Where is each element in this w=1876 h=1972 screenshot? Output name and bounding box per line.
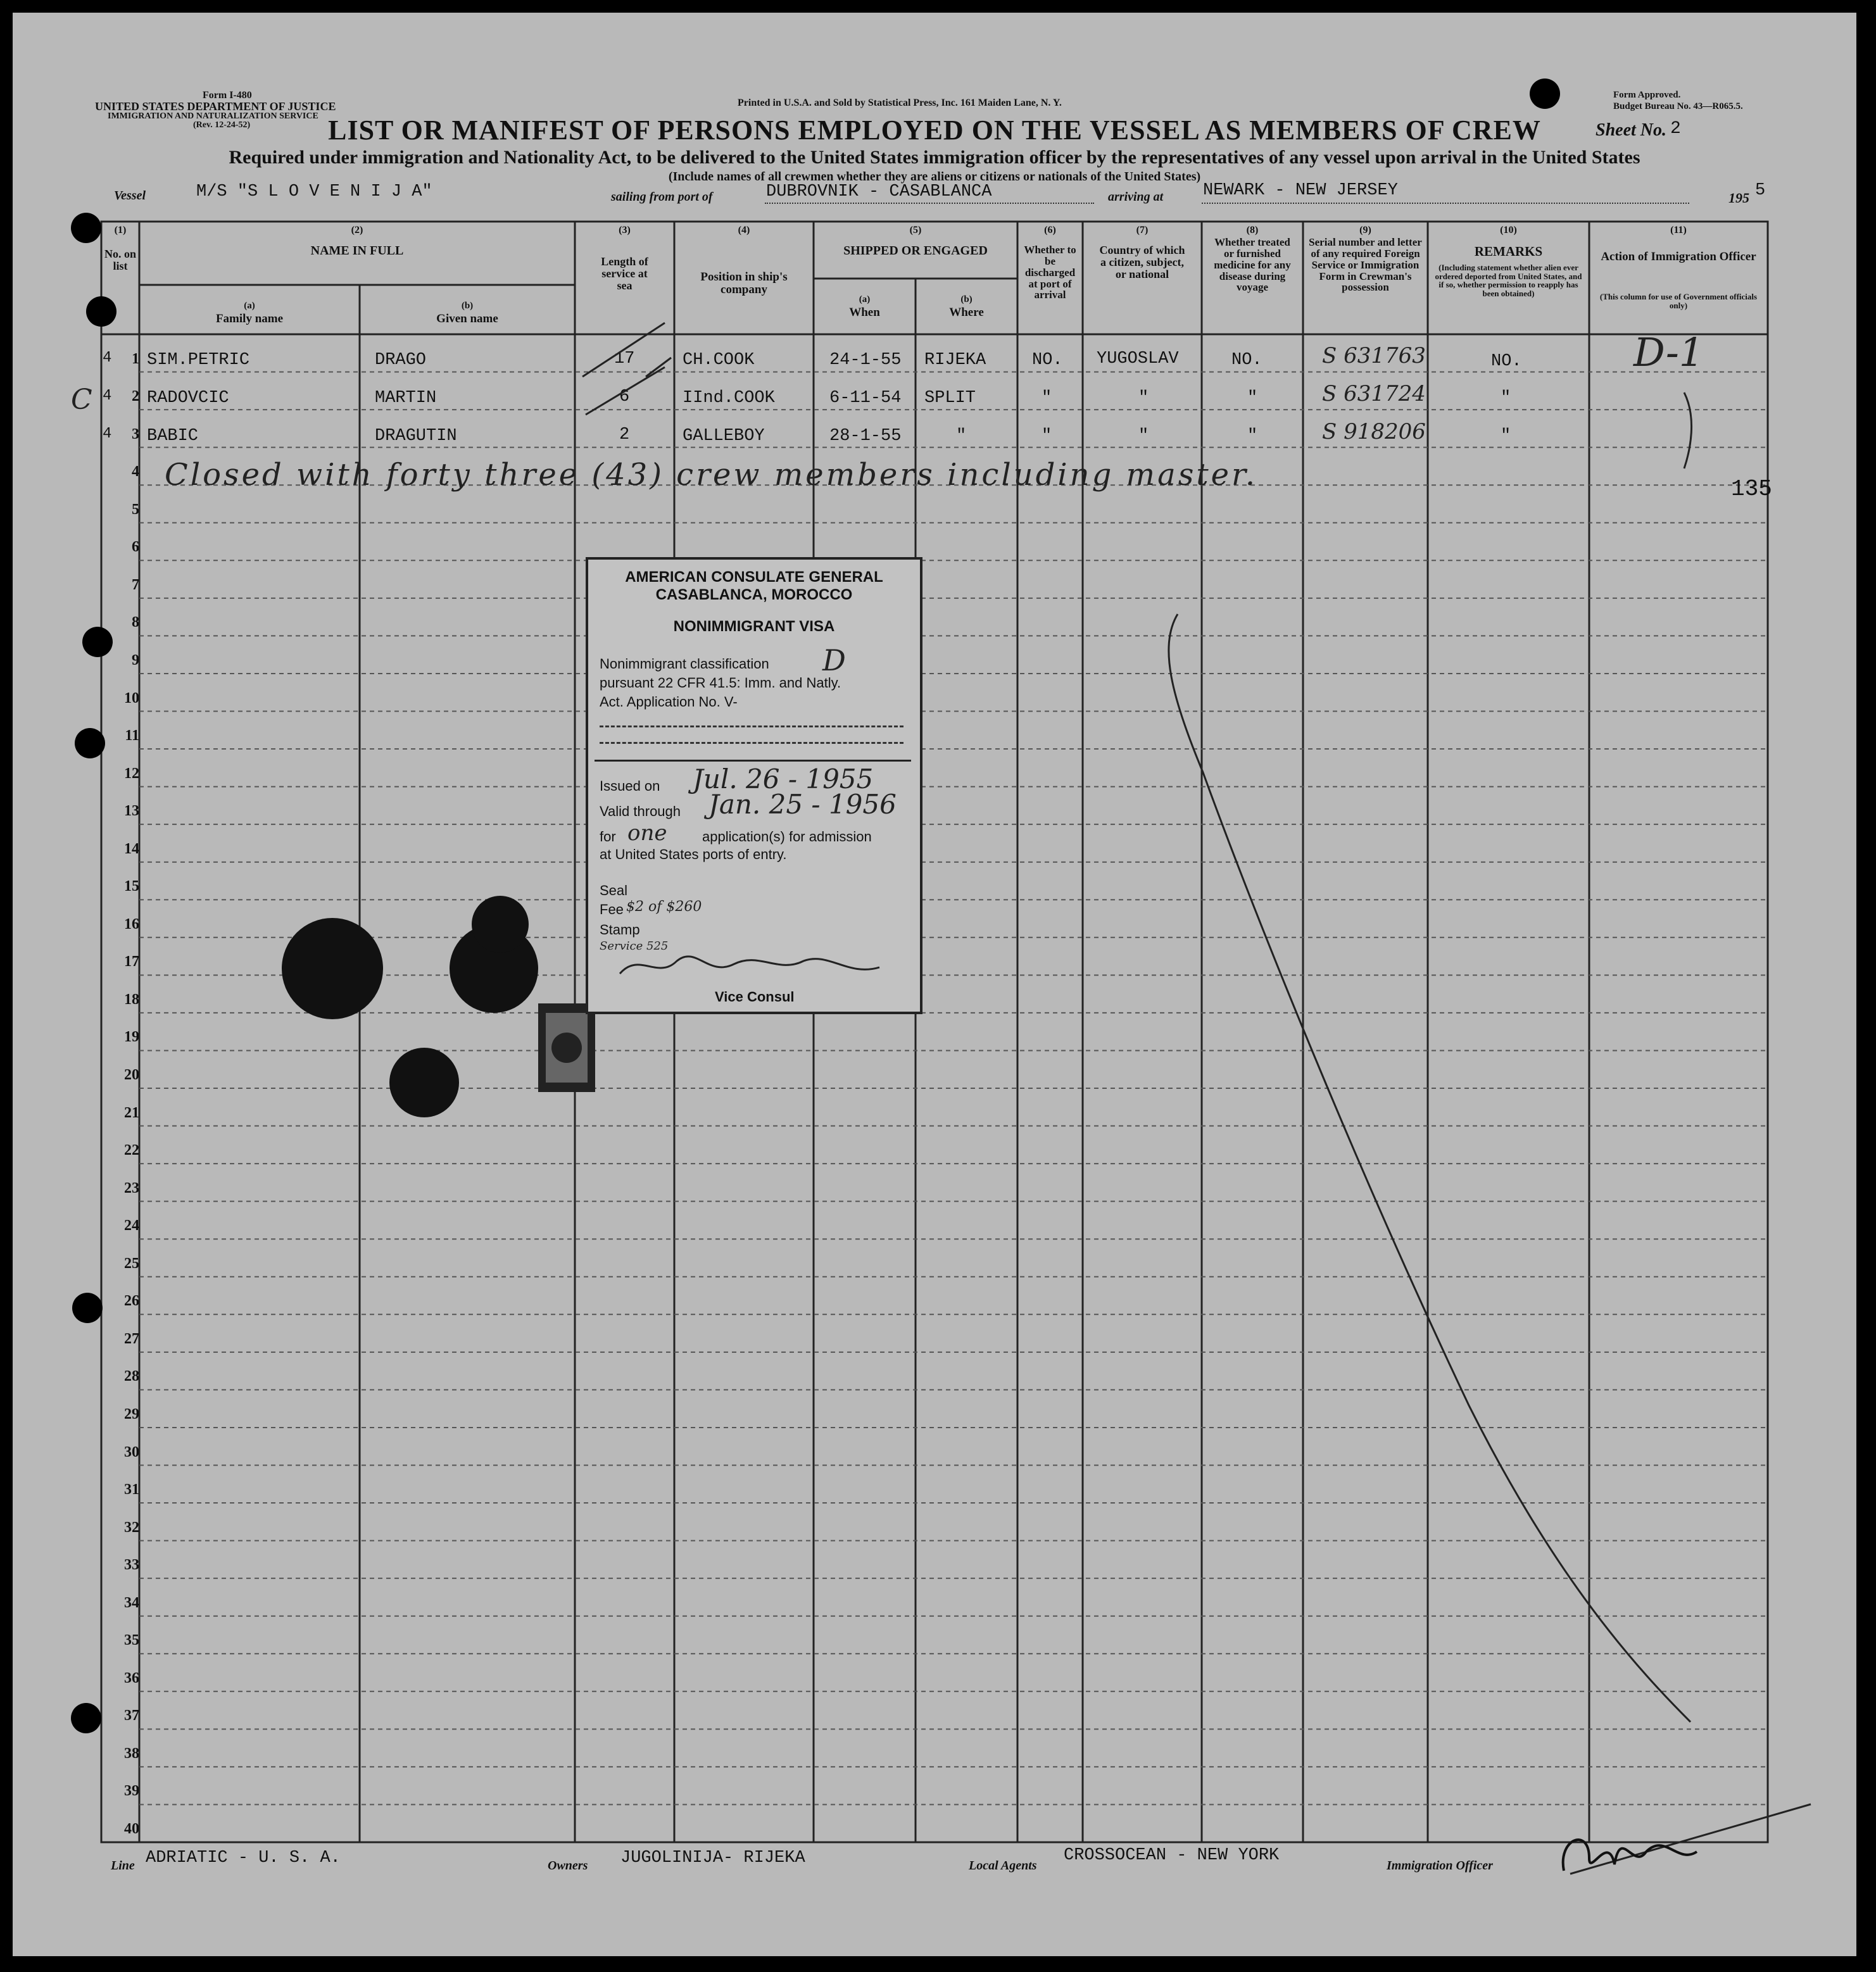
- discharged: NO.: [1032, 351, 1063, 370]
- col2a-letter: (a): [244, 301, 255, 311]
- col7-header: Country of which a citizen, subject, or national: [1099, 244, 1185, 280]
- discharged: ": [1042, 389, 1052, 408]
- stamp-fee-label: Fee: [600, 901, 624, 917]
- officer-signature: [1551, 1814, 1792, 1883]
- engaged-where: ": [956, 427, 967, 446]
- ship-position: GALLEBOY: [683, 427, 765, 446]
- stamp-seal: Seal: [600, 882, 628, 898]
- punch-hole: [71, 213, 101, 243]
- stamp-pursuant: pursuant 22 CFR 41.5: Imm. and Natly.: [600, 675, 841, 691]
- col8-header: Whether treated or furnished medicine for any disease during voyage: [1214, 236, 1291, 294]
- form-number: Form I-480: [203, 90, 252, 101]
- treated: NO.: [1231, 351, 1262, 370]
- row-number: 24: [124, 1217, 139, 1234]
- stamp-valid-label: Valid through: [600, 803, 681, 819]
- serial-number: S 631724: [1322, 381, 1426, 406]
- row-number: 10: [124, 689, 139, 707]
- engaged-when: 6-11-54: [829, 389, 902, 408]
- stamp-stamp-label: Stamp: [600, 922, 640, 938]
- revision-date: (Rev. 12-24-52): [193, 120, 251, 130]
- stamp-ports: at United States ports of entry.: [600, 846, 787, 862]
- col2-number: (2): [351, 225, 363, 236]
- col10-note: (Including statement whether alien ever ordered deported from United States, and if so, whether permission to reapply has been obtained): [1435, 263, 1582, 298]
- family-name: BABIC: [147, 427, 199, 446]
- row-number: 4: [132, 463, 139, 480]
- year-suffix: 5: [1755, 181, 1766, 200]
- row-prefix: 4: [103, 387, 112, 405]
- col2b-letter: (b): [461, 301, 474, 311]
- page-number: 135: [1731, 476, 1772, 502]
- consul-signature: [614, 948, 892, 986]
- punch-hole: [1530, 79, 1560, 109]
- row-number: 37: [124, 1707, 139, 1724]
- department-line: UNITED STATES DEPARTMENT OF JUSTICE: [95, 100, 336, 113]
- stamp-application-count: one: [627, 820, 667, 846]
- col5-header: SHIPPED OR ENGAGED: [843, 244, 988, 258]
- row-number: 12: [124, 765, 139, 782]
- col3-header: Length of service at sea: [601, 255, 648, 292]
- row-number: 3: [132, 425, 139, 443]
- row-number: 26: [124, 1293, 139, 1310]
- row-number: 40: [124, 1821, 139, 1837]
- stamp-issued-label: Issued on: [600, 778, 660, 794]
- row-number: 25: [124, 1255, 139, 1272]
- form-subnote: (Include names of all crewmen whether they are aliens or citizens or nationals of the United States): [668, 170, 1201, 184]
- line-label: Line: [111, 1859, 135, 1873]
- row-number: 27: [124, 1330, 139, 1347]
- row-number: 30: [124, 1443, 139, 1460]
- budget-bureau-line: Budget Bureau No. 43—R065.5.: [1613, 101, 1743, 111]
- given-name: MARTIN: [375, 389, 437, 408]
- stamp-city: CASABLANCA, MOROCCO: [655, 586, 853, 603]
- stamp-visa-type: NONIMMIGRANT VISA: [673, 618, 835, 635]
- treated: ": [1247, 389, 1258, 408]
- stamp-classification: D: [822, 643, 846, 677]
- row-number: 16: [124, 915, 139, 933]
- col5a-letter: (a): [859, 294, 871, 305]
- row-number: 17: [124, 953, 139, 970]
- service-length: 17: [614, 349, 635, 368]
- vessel-label: Vessel: [114, 189, 146, 203]
- row-number: 8: [132, 614, 139, 631]
- row-number: 28: [124, 1368, 139, 1385]
- agents-label: Local Agents: [969, 1859, 1037, 1873]
- sheet-label: Sheet No.: [1596, 120, 1666, 140]
- col2a-header: Family name: [215, 312, 284, 325]
- row-number: 9: [132, 651, 139, 669]
- remarks: ": [1501, 389, 1511, 408]
- row-prefix: 4: [103, 349, 112, 367]
- col5b-letter: (b): [960, 294, 973, 305]
- row-number: 19: [124, 1029, 139, 1046]
- engaged-where: SPLIT: [924, 389, 976, 408]
- col7-number: (7): [1136, 225, 1149, 236]
- col9-number: (9): [1359, 225, 1371, 236]
- row-number: 34: [124, 1594, 139, 1611]
- given-name: DRAGUTIN: [375, 427, 457, 446]
- row-number: 21: [124, 1104, 139, 1121]
- agents-value: CROSSOCEAN - NEW YORK: [1064, 1846, 1280, 1865]
- row-number: 31: [124, 1481, 139, 1498]
- col1-header: No. on list: [104, 248, 136, 272]
- printer-line: Printed in U.S.A. and Sold by Statistical Press, Inc. 161 Maiden Lane, N. Y.: [738, 97, 1062, 108]
- sheet-number: 2: [1670, 119, 1681, 139]
- row-number: 13: [124, 803, 139, 820]
- punch-hole: [86, 296, 116, 327]
- sailing-label: sailing from port of: [611, 190, 713, 204]
- stamp-fee-value: $2 of $260: [626, 899, 702, 915]
- closing-note: Closed with forty three (43) crew members including master.: [165, 457, 1257, 493]
- stamp-consulate: AMERICAN CONSULATE GENERAL: [625, 568, 883, 586]
- col8-number: (8): [1246, 225, 1259, 236]
- stamp-issued-date: Jul. 26 - 1955: [693, 763, 874, 794]
- punch-hole: [72, 1293, 103, 1323]
- col10-number: (10): [1500, 225, 1517, 236]
- sailing-from: DUBROVNIK - CASABLANCA: [766, 182, 992, 201]
- stamp-act: Act. Application No. V-: [600, 694, 738, 710]
- row-number: 1: [132, 350, 139, 367]
- form-title: LIST OR MANIFEST OF PERSONS EMPLOYED ON THE VESSEL AS MEMBERS OF CREW: [328, 115, 1541, 146]
- row-number: 39: [124, 1783, 139, 1800]
- given-name: DRAGO: [375, 351, 427, 370]
- service-length: 6: [619, 387, 630, 406]
- col6-number: (6): [1044, 225, 1056, 236]
- citizenship: ": [1138, 427, 1149, 446]
- service-line: IMMIGRATION AND NATURALIZATION SERVICE: [108, 111, 318, 121]
- arriving-label: arriving at: [1108, 190, 1164, 204]
- row-prefix: 4: [103, 425, 112, 443]
- row-number: 14: [124, 840, 139, 857]
- immigration-action: D-1: [1634, 329, 1704, 375]
- family-name: RADOVCIC: [147, 389, 229, 408]
- stamp-service-number: Service 525: [600, 939, 669, 953]
- row-number: 18: [124, 991, 139, 1008]
- line-value: ADRIATIC - U. S. A.: [146, 1849, 341, 1868]
- row-number: 7: [132, 576, 139, 593]
- row-number: 20: [124, 1067, 139, 1083]
- form-subtitle: Required under immigration and Nationality Act, to be delivered to the United States immigration officer by the representatives of any vessel upon arrival in the United States: [229, 147, 1640, 168]
- stamp-for: for: [600, 829, 616, 845]
- col5a-header: When: [849, 306, 880, 319]
- punch-hole: [82, 627, 113, 657]
- margin-mark: C: [71, 384, 92, 416]
- punch-hole: [71, 1703, 101, 1733]
- visa-stamp: [586, 557, 922, 1014]
- col6-header: Whether to be discharged at port of arrival: [1024, 244, 1076, 301]
- row-number: 11: [125, 727, 139, 744]
- row-number: 32: [124, 1519, 139, 1536]
- col4-number: (4): [738, 225, 750, 236]
- serial-number: S 918206: [1322, 419, 1426, 444]
- treated: ": [1247, 427, 1258, 446]
- col3-number: (3): [619, 225, 631, 236]
- family-name: SIM.PETRIC: [147, 351, 250, 370]
- remarks: NO.: [1491, 352, 1522, 371]
- row-number: 2: [132, 388, 139, 405]
- approval-line: Form Approved.: [1613, 90, 1681, 100]
- col2b-header: Given name: [436, 312, 498, 325]
- remarks: ": [1501, 427, 1511, 446]
- col10-header: REMARKS: [1474, 244, 1543, 259]
- row-number: 29: [124, 1405, 139, 1422]
- owners-label: Owners: [548, 1859, 588, 1873]
- row-number: 23: [124, 1179, 139, 1196]
- arriving-at: NEWARK - NEW JERSEY: [1203, 181, 1398, 200]
- service-slashes: [13, 13, 1856, 1956]
- owners-value: JUGOLINIJA- RIJEKA: [620, 1849, 805, 1868]
- row-number: 22: [124, 1142, 139, 1159]
- engaged-when: 28-1-55: [829, 427, 902, 446]
- engaged-when: 24-1-55: [829, 351, 902, 370]
- ship-position: CH.COOK: [683, 351, 755, 370]
- stamp-classification-label: Nonimmigrant classification: [600, 656, 769, 672]
- col5b-header: Where: [949, 306, 984, 319]
- stamp-application-text: application(s) for admission: [702, 829, 872, 845]
- manifest-sheet: [13, 13, 1856, 1956]
- punch-hole: [75, 728, 105, 758]
- stamp-valid-date: Jan. 25 - 1956: [708, 789, 897, 820]
- service-length: 2: [619, 425, 630, 444]
- row-number: 36: [124, 1669, 139, 1686]
- stamp-consul: Vice Consul: [715, 989, 795, 1005]
- col11-header: Action of Immigration Officer: [1601, 250, 1756, 263]
- col5-number: (5): [909, 225, 922, 236]
- discharged: ": [1042, 427, 1052, 446]
- col9-header: Serial number and letter of any required Foreign Service or Immigration Form in Crewman's possession: [1309, 236, 1422, 294]
- col11-note: (This column for use of Government officials only): [1599, 292, 1758, 310]
- col4-header: Position in ship's company: [700, 270, 788, 296]
- row-number: 33: [124, 1557, 139, 1574]
- row-number: 5: [132, 501, 139, 518]
- col11-number: (11): [1670, 225, 1687, 236]
- ship-position: IInd.COOK: [683, 389, 775, 408]
- citizenship: YUGOSLAV: [1097, 349, 1179, 368]
- year-prefix: 195: [1728, 190, 1749, 206]
- serial-number: S 631763: [1322, 343, 1426, 368]
- immigration-officer-label: Immigration Officer: [1387, 1859, 1493, 1873]
- row-number: 35: [124, 1632, 139, 1649]
- row-number: 38: [124, 1745, 139, 1762]
- row-number: 15: [124, 878, 139, 895]
- col1-number: (1): [114, 225, 127, 236]
- col2-header: NAME IN FULL: [310, 244, 404, 258]
- row-number: 6: [132, 539, 139, 556]
- engaged-where: RIJEKA: [924, 351, 986, 370]
- vessel-name: M/S "S L O V E N I J A": [196, 182, 432, 201]
- citizenship: ": [1138, 389, 1149, 408]
